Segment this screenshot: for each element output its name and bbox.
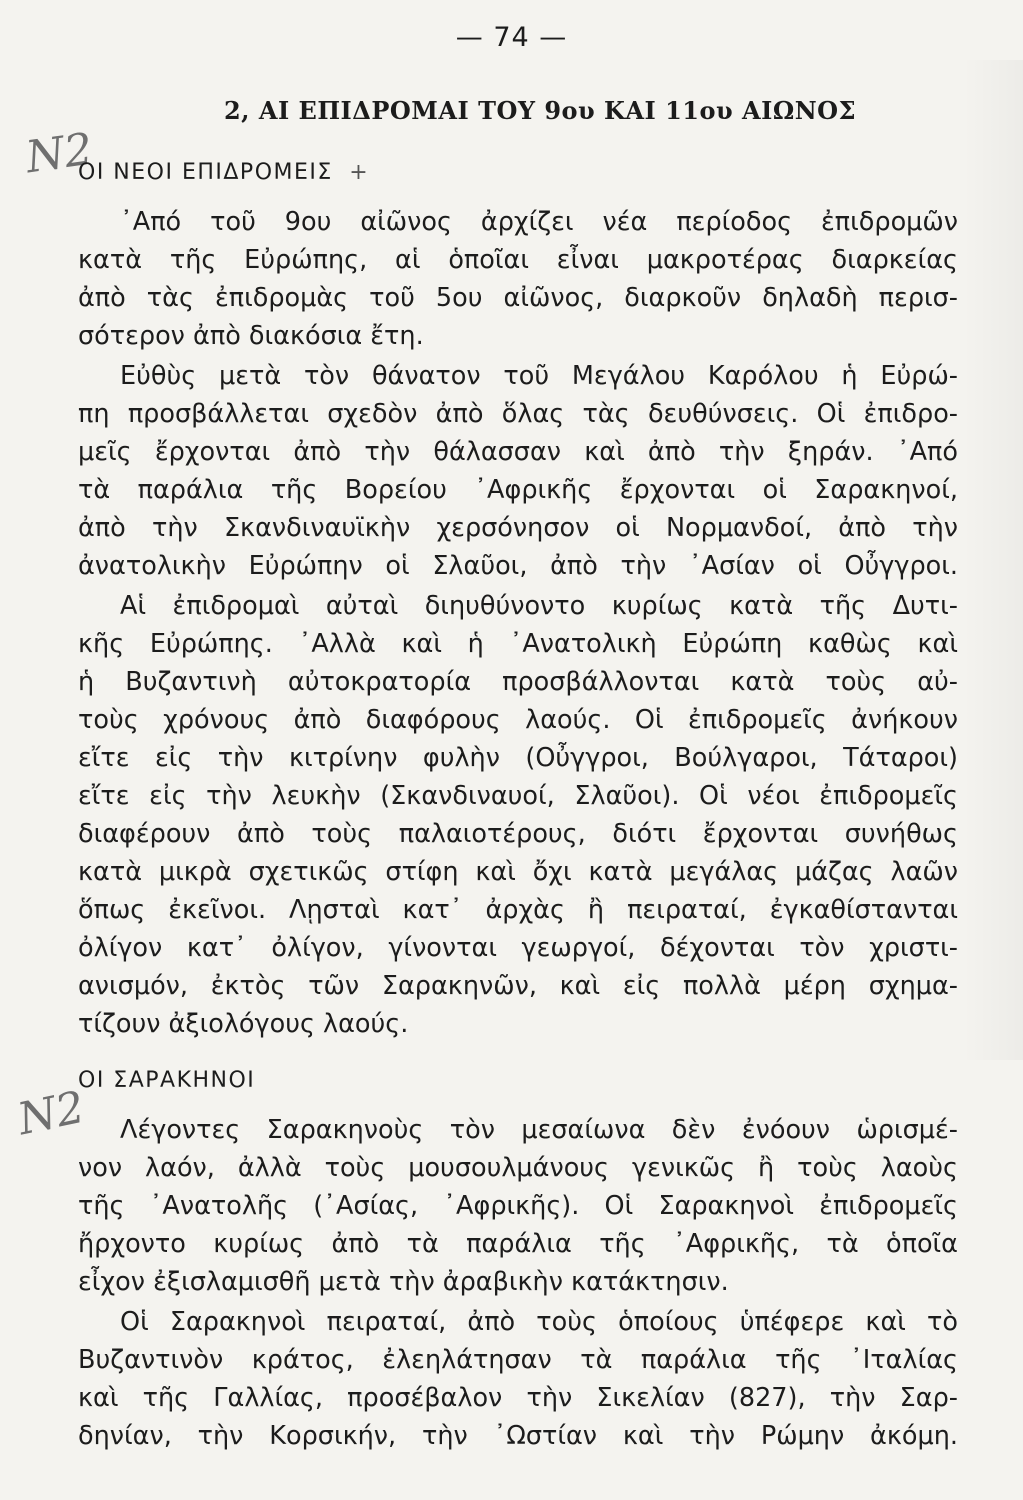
paragraph-line: τὰ παράλια τῆς Βορείου ᾿Αφρικῆς ἔρχονται οἱ Σαρακηνοί, — [78, 475, 958, 505]
paragraph-line: ἀπὸ τὰς ἐπιδρομὰς τοῦ 5ου αἰῶνος, διαρκοῦν δηλαδὴ περισ- — [78, 283, 958, 313]
section-heading-text: ΟΙ ΝΕΟΙ ΕΠΙΔΡΟΜΕΙΣ — [78, 160, 333, 185]
paragraph-line: μεῖς ἔρχονται ἀπὸ τὴν θάλασσαν καὶ ἀπὸ τὴν ξηράν. ᾿Από — [78, 437, 958, 467]
page-number: — 74 — — [455, 22, 568, 53]
paragraph-line: τοὺς χρόνους ἀπὸ διαφόρους λαούς. Οἱ ἐπιδρομεῖς ἀνήκουν — [78, 705, 958, 735]
paragraph-line: τῆς ᾿Ανατολῆς (᾿Ασίας, ᾿Αφρικῆς). Οἱ Σαρακηνοὶ ἐπιδρομεῖς — [78, 1191, 958, 1221]
margin-note-handwritten-1: Ν2 — [22, 123, 96, 184]
paragraph-line: Οἱ Σαρακηνοὶ πειραταί, ἀπὸ τοὺς ὁποίους ὑπέφερε καὶ τὸ — [120, 1307, 958, 1337]
page-edge-shadow — [963, 60, 1023, 1060]
paragraph-line: νον λαόν, ἀλλὰ τοὺς μουσουλμάνους γενικῶς ἢ τοὺς λαοὺς — [78, 1153, 958, 1183]
paragraph-line: διαφέρουν ἀπὸ τοὺς παλαιοτέρους, διότι ἔρχονται συνήθως — [78, 819, 958, 849]
paragraph-line: ᾿Από τοῦ 9ου αἰῶνος ἀρχίζει νέα περίοδος ἐπιδρομῶν — [120, 207, 958, 237]
paragraph-line: δηνίαν, τὴν Κορσικήν, τὴν ᾿Ωστίαν καὶ τὴν Ρώμην ἀκόμη. — [78, 1421, 958, 1451]
paragraph-line: ἡ Βυζαντινὴ αὐτοκρατορία προσβάλλονται κατὰ τοὺς αὐ- — [78, 667, 958, 697]
paragraph-line: ἀνατολικὴν Εὐρώπην οἱ Σλαῦοι, ἀπὸ τὴν ᾿Ασίαν οἱ Οὖγγροι. — [78, 551, 958, 581]
paragraph-line: Βυζαντινὸν κράτος, ἐλεηλάτησαν τὰ παράλια τῆς ᾿Ιταλίας — [78, 1345, 958, 1375]
section-heading-new-invaders — [78, 160, 369, 185]
paragraph-line: Αἱ ἐπιδρομαὶ αὐταὶ διηυθύνοντο κυρίως κατὰ τῆς Δυτι- — [120, 591, 958, 621]
paragraph-line: σότερον ἀπὸ διακόσια ἔτη. — [78, 321, 424, 351]
paragraph-line: ὀλίγον κατ᾿ ὀλίγον, γίνονται γεωργοί, δέχονται τὸν χριστι- — [78, 933, 958, 963]
paragraph-line: ἀπὸ τὴν Σκανδιναυϊκὴν χερσόνησον οἱ Νορμανδοί, ἀπὸ τὴν — [78, 513, 958, 543]
paragraph-line: Λέγοντες Σαρακηνοὺς τὸν μεσαίωνα δὲν ἐνόουν ὡρισμέ- — [120, 1115, 958, 1145]
paragraph-line: εἴτε εἰς τὴν κιτρίνην φυλὴν (Οὖγγροι, Βούλγαροι, Τάταροι) — [78, 743, 958, 773]
cross-mark: + — [349, 160, 370, 185]
margin-note-handwritten-2: Ν2 — [13, 1081, 90, 1146]
paragraph-line: ανισμόν, ἐκτὸς τῶν Σαρακηνῶν, καὶ εἰς πολλὰ μέρη σχημα- — [78, 971, 958, 1001]
paragraph-line: κατὰ μικρὰ σχετικῶς στίφη καὶ ὄχι κατὰ μεγάλας μάζας λαῶν — [78, 857, 958, 887]
paragraph-line: πη προσβάλλεται σχεδὸν ἀπὸ ὅλας τὰς δευθύνσεις. Οἱ ἐπιδρο- — [78, 399, 958, 429]
paragraph-line: ὅπως ἐκεῖνοι. Λῃσταὶ κατ᾿ ἀρχὰς ἢ πειραταί, ἐγκαθίστανται — [78, 895, 958, 925]
section-heading-saracens: ΟΙ ΣΑΡΑΚΗΝΟΙ — [78, 1068, 256, 1093]
chapter-title: 2, ΑΙ ΕΠΙΔΡΟΜΑΙ ΤΟΥ 9ου ΚΑΙ 11ου ΑΙΩΝΟΣ — [223, 96, 857, 125]
paragraph-line: ἤρχοντο κυρίως ἀπὸ τὰ παράλια τῆς ᾿Αφρικῆς, τὰ ὁποῖα — [78, 1229, 958, 1259]
paragraph-line: εἶχον ἐξισλαμισθῆ μετὰ τὴν ἀραβικὴν κατάκτησιν. — [78, 1267, 729, 1297]
paragraph-line: κατὰ τῆς Εὐρώπης, αἱ ὁποῖαι εἶναι μακροτέρας διαρκείας — [78, 245, 958, 275]
paragraph-line: καὶ τῆς Γαλλίας, προσέβαλον τὴν Σικελίαν (827), τὴν Σαρ- — [78, 1383, 958, 1413]
paragraph-line: εἴτε εἰς τὴν λευκὴν (Σκανδιναυοί, Σλαῦοι). Οἱ νέοι ἐπιδρομεῖς — [78, 781, 958, 811]
paragraph-line: κῆς Εὐρώπης. ᾿Αλλὰ καὶ ἡ ᾿Ανατολικὴ Εὐρώπη καθὼς καὶ — [78, 629, 958, 659]
paragraph-line: Εὐθὺς μετὰ τὸν θάνατον τοῦ Μεγάλου Καρόλου ἡ Εὐρώ- — [120, 361, 958, 391]
paragraph-line: τίζουν ἀξιολόγους λαούς. — [78, 1009, 409, 1039]
